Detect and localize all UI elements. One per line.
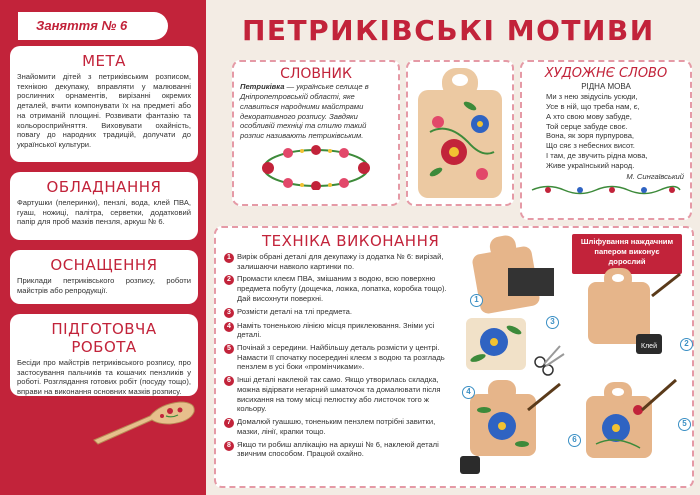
- step-text: Інші деталі наклеюй так само. Якщо утворилась складка, можна відірвати негарний шматочок та домалювати після висихання на тому місці пелюстку або листочок того ж кольору.: [237, 375, 441, 414]
- dictionary-definition: — українське селище в Дніпропетровській області, яке славиться народними майстрами декоративного розпису. Завдяки особливій техніці та стилю такий розпис називають петриківським.: [240, 82, 369, 141]
- dictionary-title: СЛОВНИК: [280, 66, 352, 82]
- image-number-badge: 6: [568, 434, 581, 447]
- step-item: [224, 440, 450, 459]
- step-item: [224, 252, 450, 271]
- step-item: [224, 417, 450, 436]
- wooden-spatula-image: [90, 396, 198, 446]
- poem-line: Той серце забуде своє.: [546, 121, 628, 131]
- step-number: 1: [224, 253, 234, 263]
- floral-wreath-image: [256, 144, 376, 190]
- technique-box: [214, 226, 694, 488]
- step-number: 3: [224, 308, 234, 318]
- step-item: [224, 274, 450, 303]
- step-text: Наміть тоненькою лінією місця приклеювання. Зніми усі деталі.: [237, 320, 435, 340]
- step-text: Розмісти деталі на тлі предмета.: [237, 306, 352, 316]
- materials-title: ОСНАЩЕННЯ: [50, 256, 158, 274]
- dictionary-text: [240, 82, 392, 141]
- sandpaper-illustration: [508, 268, 554, 296]
- dictionary-term: Петриківка: [240, 82, 285, 91]
- poem-title: ХУДОЖНЄ СЛОВО: [544, 66, 668, 81]
- step-text: Якщо ти робиш аплікацію на аркуші № 6, наклеюй деталі звичним способом. Працюй охайно.: [237, 439, 439, 459]
- materials-card: [10, 250, 198, 304]
- step-number: 5: [224, 344, 234, 354]
- board-image-frame: [406, 60, 514, 206]
- step-number: 2: [224, 275, 234, 285]
- board-illustration: [470, 380, 536, 456]
- materials-text: Приклади петриківського розпису, роботи майстрів або репродукції.: [17, 276, 191, 295]
- lesson-label: Заняття № 6: [18, 12, 168, 40]
- poem-line: Що сяє з небесних висот.: [546, 141, 635, 151]
- goal-text: Знайомити дітей з петриківським розписом, технікою декупажу, вправляти у малюванні рослинних орнаментів, вирізанні окремих деталей, вчити компонувати їх на предметі або на отриманій площині. Розвивати фантазію та кольоросприйняття. Виховувати охайність, повагу до народних традицій, долучати до української культури.: [17, 72, 191, 150]
- goal-card: [10, 46, 198, 162]
- step-item: [224, 375, 450, 414]
- step-number: 8: [224, 441, 234, 451]
- step-item: [224, 343, 450, 372]
- brush-illustration: [652, 274, 680, 296]
- page-title: ПЕТРИКІВСЬКІ МОТИВИ: [242, 14, 655, 47]
- technique-title: ТЕХНІКА ВИКОНАННЯ: [262, 232, 440, 250]
- poem-line: І там, де звучить рідна мова,: [546, 151, 648, 161]
- step-item: [224, 321, 450, 340]
- board-illustration: [588, 268, 650, 344]
- poem-line: А хто свою мову забуде,: [546, 111, 632, 121]
- image-number-badge: 4: [462, 386, 475, 399]
- poem-box: [520, 60, 692, 220]
- poem-lines: [528, 92, 684, 171]
- brush-illustration: [642, 380, 676, 410]
- poem-author: М. Сингаївський: [626, 171, 684, 181]
- step-text: Почінай з середини. Найбільшу деталь розмісти у центрі. Намасти її спочатку посередині клеєм з водою та розгладь пензлем в усі боки «промінчиками».: [237, 343, 445, 372]
- poem-subtitle: РІДНА МОВА: [581, 82, 631, 91]
- step-text: Промасти клеєм ПВА, змішаним з водою, всю поверхню предмета побуту (дощечка, ложка, лопатка, коробка тощо). Дай висохнути поверхні.: [237, 274, 447, 303]
- image-number-badge: 5: [678, 418, 691, 431]
- poem-line: Вона, як зоря пурпурова,: [546, 131, 635, 141]
- sidebar: [0, 0, 206, 495]
- main-content: [206, 0, 700, 495]
- poem-line: Усе в ній, що треба нам, є,: [546, 101, 640, 111]
- preparation-card: [10, 314, 198, 396]
- step-item: [224, 307, 450, 318]
- poem-line: Ми з нею звідусіль усюди,: [546, 92, 638, 101]
- glue-label: Клей: [641, 343, 657, 350]
- equipment-title: ОБЛАДНАННЯ: [46, 178, 162, 196]
- sanding-notice: Шліфування наждачним папером виконує дорослий: [572, 234, 682, 274]
- scissors-icon: [535, 346, 564, 375]
- equipment-text: Фартушки (пелеринки), пензлі, вода, клей ПВА, гуаш, ножиці, палітра, серветки, додатковий папір для проб мазків пензля, аркуш № 6.: [17, 198, 191, 227]
- image-number-badge: 3: [546, 316, 559, 329]
- goal-title: МЕТА: [82, 52, 126, 70]
- image-number-badge: 2: [680, 338, 693, 351]
- step-text: Виріж обрані деталі для декупажу із додатка № 6: вирізай, залишаючи навколо картинки пo.: [237, 252, 444, 271]
- step-number: 6: [224, 376, 234, 386]
- equipment-card: [10, 172, 198, 240]
- step-text: Домалюй гуашшю, тоненьким пензлем потрібні завитки, мазки, лінії, крапки тощо.: [237, 417, 436, 436]
- ornament-border: [528, 183, 684, 197]
- technique-steps: [224, 252, 450, 462]
- image-number-badge: 1: [470, 294, 483, 307]
- preparation-title: ПІДГОТОВЧА РОБОТА: [51, 320, 157, 356]
- step-number: 7: [224, 418, 234, 428]
- decorated-board-image: [408, 62, 512, 204]
- flower-cutout-illustration: [466, 318, 526, 370]
- preparation-text: Бесіди про майстрів петриківського розпису, про застосування пальчиків та кошачих пензликів у роботі. Розглядання готових робіт (посуду тощо), вправи на виконання основних мазків розпису.: [17, 358, 191, 397]
- glue-jar-illustration: [460, 456, 480, 474]
- dictionary-box: [232, 60, 400, 206]
- step-number: 4: [224, 322, 234, 332]
- poem-line: Живе український народ.: [546, 161, 635, 171]
- board-illustration: [586, 382, 652, 458]
